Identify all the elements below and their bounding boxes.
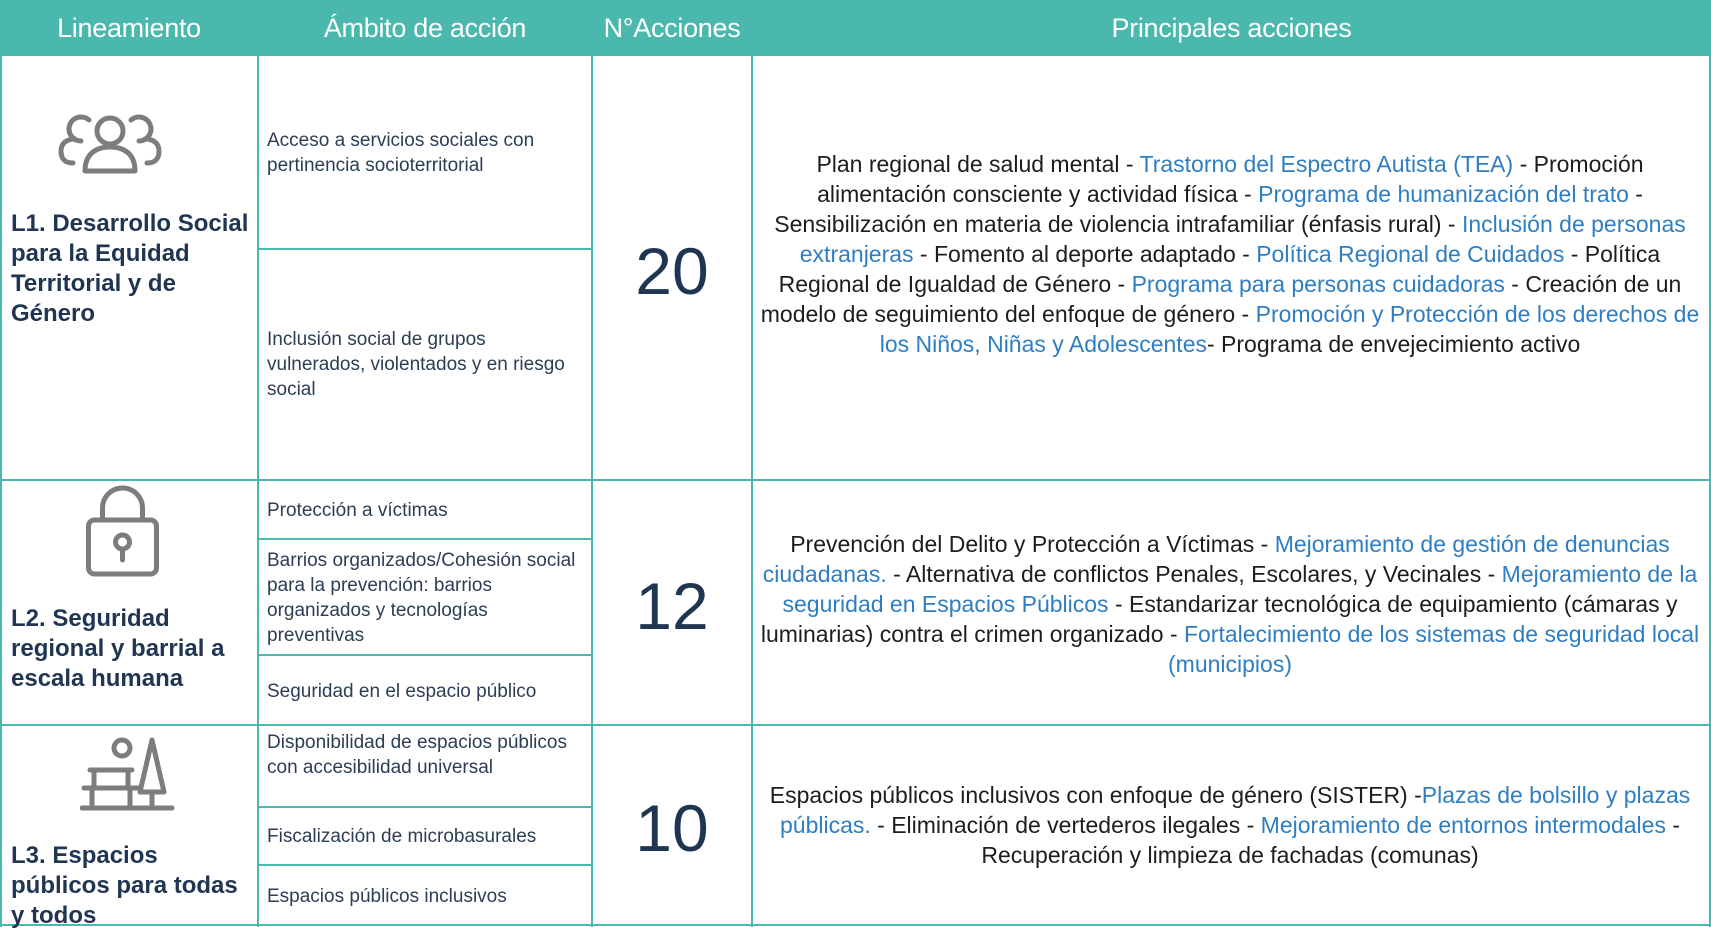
padlock-icon xyxy=(80,484,165,579)
action-text: - Fomento al deporte adaptado - xyxy=(913,241,1257,267)
people-group-icon xyxy=(55,88,165,188)
action-link-text: Plazas de bolsillo y plazas públicas. xyxy=(779,782,1691,838)
row-2-ambito-3: Seguridad en el espacio público xyxy=(267,681,537,702)
row-1-title: L1. Desarrollo Social para la Equidad Territorial y de Género xyxy=(11,210,249,327)
ambito-separator-3b xyxy=(258,864,592,866)
row-1-count: 20 xyxy=(635,234,709,308)
action-text: - Creación de un modelo de seguimiento del enfoque de género - xyxy=(760,271,1682,327)
action-text: Plan regional de salud mental - xyxy=(816,151,1140,177)
ambito-separator-3a xyxy=(258,806,592,808)
row-3-actions xyxy=(752,780,1708,870)
action-text: - Estandarizar tecnológica de equipamiento (cámaras y luminarias) contra el crimen organizado - xyxy=(760,591,1678,647)
row-2-count: 12 xyxy=(635,569,709,643)
border-col1 xyxy=(257,56,259,927)
row-1-ambito-2: Inclusión social de grupos vulnerados, violentados y en riesgo social xyxy=(267,329,565,400)
row-1-actions xyxy=(752,149,1708,359)
border-left xyxy=(0,56,2,927)
row-3-count: 10 xyxy=(635,791,709,865)
action-text: - Política Regional de Igualdad de Género - xyxy=(778,241,1661,297)
action-link-text: Promoción y Protección de los derechos de los Niños, Niñas y Adolescentes xyxy=(879,301,1700,357)
header-n-acciones: N°Acciones xyxy=(592,0,752,56)
action-text: - Sensibilización en materia de violencia intrafamiliar (énfasis rural) - xyxy=(774,181,1643,237)
row-1-ambito-1: Acceso a servicios sociales con pertinencia socioterritorial xyxy=(267,130,535,176)
row-3-ambito-1: Disponibilidad de espacios públicos con accesibilidad universal xyxy=(267,732,567,778)
row-separator-1 xyxy=(0,479,1711,481)
ambito-separator-2b xyxy=(258,654,592,656)
action-text: Espacios públicos inclusivos con enfoque de género (SISTER) - xyxy=(769,782,1422,808)
action-text: - Eliminación de vertederos ilegales - xyxy=(870,812,1261,838)
header-ambito: Ámbito de acción xyxy=(258,0,592,56)
header-lineamiento: Lineamiento xyxy=(0,0,258,56)
header-principales: Principales acciones xyxy=(752,0,1711,56)
row-3-ambito-2: Fiscalización de microbasurales xyxy=(267,826,537,847)
row-2-ambito-1: Protección a víctimas xyxy=(267,500,448,521)
row-2-title: L2. Seguridad regional y barrial a escala humana xyxy=(11,605,225,692)
action-link-text: Inclusión de personas extranjeras xyxy=(799,211,1686,267)
action-text: - Alternativa de conflictos Penales, Escolares, y Vecinales - xyxy=(886,561,1502,587)
action-link-text: Mejoramiento de la seguridad en Espacios Públicos xyxy=(782,561,1698,617)
row-2-ambito-2: Barrios organizados/Cohesión social para la prevención: barrios organizados y tecnologías preventivas xyxy=(267,550,576,646)
action-text: - Recuperación y limpieza de fachadas (comunas) xyxy=(981,812,1681,868)
action-text: - Promoción alimentación consciente y actividad física - xyxy=(817,151,1644,207)
row-separator-bottom xyxy=(0,924,1711,926)
row-separator-2 xyxy=(0,724,1711,726)
action-link-text: Trastorno del Espectro Autista (TEA) xyxy=(1139,151,1514,177)
action-link-text: Mejoramiento de gestión de denuncias ciudadanas. xyxy=(762,531,1670,587)
action-text: Prevención del Delito y Protección a Víctimas - xyxy=(790,531,1275,557)
action-link-text: Mejoramiento de entornos intermodales xyxy=(1260,812,1666,838)
row-3-title: L3. Espacios públicos para todas y todos xyxy=(11,842,238,929)
action-link-text: Programa para personas cuidadoras xyxy=(1131,271,1505,297)
action-link-text: Política Regional de Cuidados xyxy=(1256,241,1565,267)
action-link-text: Programa de humanización del trato xyxy=(1258,181,1629,207)
ambito-separator-2a xyxy=(258,538,592,540)
action-text: - Programa de envejecimiento activo xyxy=(1206,331,1581,357)
ambito-separator-1a xyxy=(258,248,592,250)
park-bench-tree-icon xyxy=(80,734,175,814)
action-link-text: Fortalecimiento de los sistemas de seguridad local (municipios) xyxy=(1168,621,1700,677)
row-3-ambito-3: Espacios públicos inclusivos xyxy=(267,886,507,907)
row-2-actions xyxy=(752,529,1708,679)
